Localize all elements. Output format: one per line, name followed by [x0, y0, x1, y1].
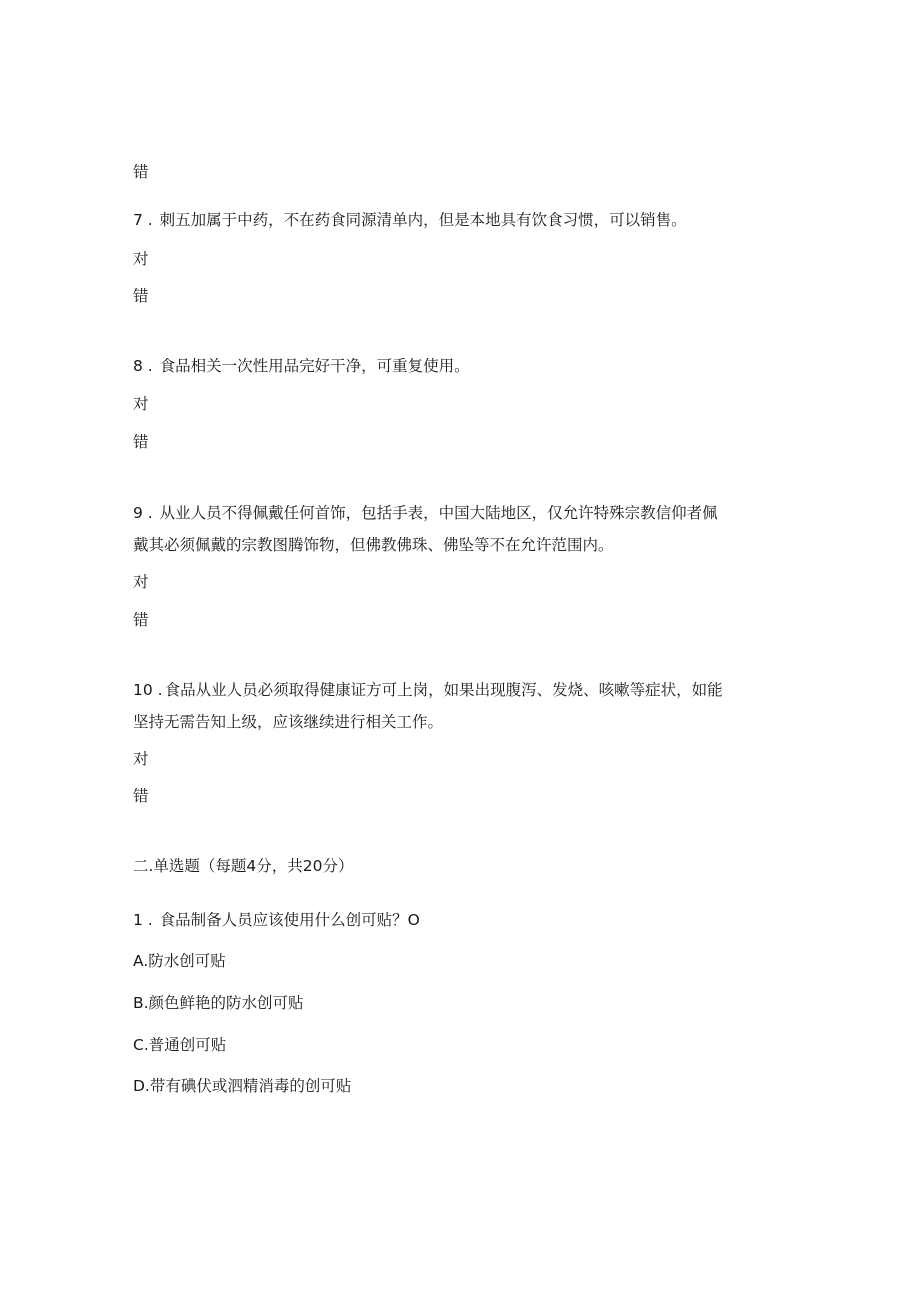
- question-7: [133, 210, 687, 230]
- option-wrong: 错: [133, 611, 149, 629]
- choice-question-1: [133, 910, 420, 930]
- question-separator: .: [142, 357, 158, 375]
- option-correct: 对: [133, 750, 149, 768]
- question-separator: .: [142, 911, 158, 929]
- option-correct: 对: [133, 250, 149, 268]
- option-wrong: 错: [133, 163, 149, 181]
- question-10-continuation: 坚持无需告知上级，应该继续进行相关工作。: [133, 713, 444, 731]
- option-wrong: 错: [133, 433, 149, 451]
- question-text: 从业人员不得佩戴任何首饰，包括手表，中国大陆地区，仅允许特殊宗教信仰者佩: [159, 504, 718, 522]
- question-separator: .: [142, 504, 158, 522]
- question-number: 1: [133, 911, 143, 929]
- question-separator: .: [152, 681, 163, 699]
- question-separator: .: [142, 211, 158, 229]
- question-8: [133, 356, 470, 376]
- question-text: 食品制备人员应该使用什么创可贴？O: [159, 911, 420, 929]
- question-10: [133, 680, 723, 700]
- question-text: 食品相关一次性用品完好干净，可重复使用。: [159, 357, 470, 375]
- option-correct: 对: [133, 395, 149, 413]
- question-9: [133, 503, 718, 523]
- section-heading: 二.单选题（每题4分，共20分）: [133, 857, 354, 875]
- question-number: 9: [133, 504, 143, 522]
- question-number: 8: [133, 357, 143, 375]
- question-9-continuation: 戴其必须佩戴的宗教图腾饰物，但佛教佛珠、佛坠等不在允许范围内。: [133, 536, 614, 554]
- choice-option-c: C.普通创可贴: [133, 1036, 227, 1054]
- choice-option-a: A.防水创可贴: [133, 952, 226, 970]
- option-wrong: 错: [133, 287, 149, 305]
- choice-option-b: B.颜色鲜艳的防水创可贴: [133, 994, 304, 1012]
- question-number: 7: [133, 211, 143, 229]
- question-number: 10: [133, 681, 153, 699]
- question-text: 刺五加属于中药，不在药食同源清单内，但是本地具有饮食习惯，可以销售。: [159, 211, 687, 229]
- option-correct: 对: [133, 573, 149, 591]
- question-text: 食品从业人员必须取得健康证方可上岗，如果出现腹泻、发烧、咳嗽等症状，如能: [164, 681, 723, 699]
- choice-option-d: D.带有碘伏或泗精消毒的创可贴: [133, 1077, 352, 1095]
- option-wrong: 错: [133, 787, 149, 805]
